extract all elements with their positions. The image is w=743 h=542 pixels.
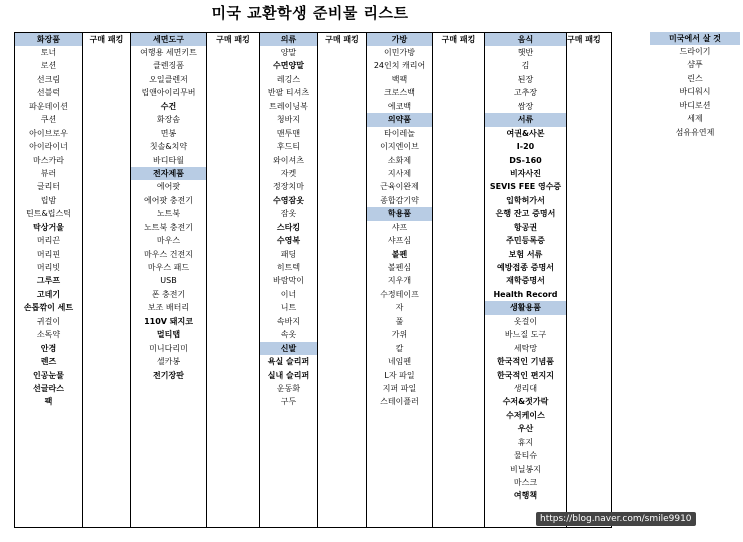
list-item: 이지엔이브 [380,142,419,152]
column-header: 음식 [485,33,566,46]
column-header: 의류 [260,33,317,46]
list-item: 수영잠옷 [273,195,304,205]
section-header: 학용품 [367,207,432,220]
list-item: 재학증명서 [506,276,545,286]
list-item: 에어팟 충전기 [144,195,193,205]
column-header: 가방 [367,33,432,46]
list-item: 생리대 [513,383,538,393]
column-header: 구매 패킹 [441,35,476,44]
list-item: 볼펜심 [387,263,412,272]
list-item: 셀카봉 [156,357,181,367]
list-item: 네임펜 [387,357,412,367]
list-item: 여행책 [513,491,538,501]
list-item: 고추장 [513,88,538,98]
list-item: 선글라스 [33,383,64,393]
list-item: 바디워시 [679,87,711,97]
list-item: 전기장판 [153,370,184,380]
list-item: 옷걸이 [513,316,538,326]
list-item: 예방접종 증명서 [497,263,554,272]
list-item: 화장솜 [156,115,181,125]
list-item: 한국적인 기념품 [497,357,554,367]
list-item: 지우개 [387,276,412,286]
column-4 [260,33,318,527]
list-item: 잠옷 [280,209,297,219]
list-item: 양말 [280,48,297,57]
list-item: 면봉 [160,128,177,138]
list-item: 여권&사본 [506,128,545,138]
column-header: 세면도구 [131,33,206,46]
list-item: 속바지 [276,316,301,326]
list-item: 반팔 티셔츠 [267,88,310,98]
list-item: 가위 [391,330,408,340]
list-item: 샴푸 [687,60,703,70]
list-item: 비닐봉지 [510,464,541,474]
list-item: 패딩 [280,249,297,259]
list-item: 칫솔&치약 [149,142,188,152]
list-item: 김 [521,61,530,71]
list-item: 우산 [517,424,534,434]
list-item: 소화제 [387,155,412,165]
list-item: 세탁망 [513,343,538,353]
list-item: I-20 [516,142,535,152]
checklist-table [14,32,612,528]
list-item: 마스크 [513,478,538,487]
column-header: 화장품 [15,33,82,46]
list-item: 정장치마 [273,182,304,192]
list-item: 귀걸이 [36,316,61,326]
list-item: 실내 슬리퍼 [267,370,310,380]
list-item: 스타킹 [276,222,301,232]
list-item: 고데기 [36,289,61,299]
list-item: 110V 돼지코 [144,316,193,326]
buy-in-us-header: 미국에서 살 것 [650,32,740,45]
list-item: 백팩 [391,74,408,84]
list-item: 팩 [44,397,53,407]
list-item: 클렌징폼 [153,61,184,71]
column-8 [485,33,567,527]
list-item: 타이레놀 [384,128,415,138]
list-item: 스테이플러 [380,397,419,407]
list-item: 된장 [517,74,534,84]
list-item: 마우스 건전지 [144,249,193,259]
list-item: 샤프심 [387,236,412,246]
list-item: 맨투맨 [276,128,301,138]
list-item: 수면양말 [273,61,304,71]
list-item: 선블럭 [36,88,61,98]
list-item: 글리터 [36,182,61,192]
list-item: 바느질 도구 [504,330,547,340]
list-item: 항공권 [513,222,538,232]
list-item: 섬유유연제 [675,127,715,137]
list-item: 주민등록증 [506,236,545,246]
list-item: 수영복 [276,236,301,246]
list-item: 마스카라 [33,155,64,165]
list-item: 린스 [687,73,703,83]
list-item: 햇반 [517,48,534,57]
list-item: 마우스 [156,236,181,246]
list-item: 풀 [395,316,404,326]
list-item: 노트북 [156,209,181,219]
list-item: 로션 [40,61,57,71]
list-item: 수저&젓가락 [502,397,549,407]
list-item: 청바지 [276,115,301,125]
list-item: 파운데이션 [29,101,68,111]
list-item: 히트텍 [276,263,301,272]
section-header: 의약품 [367,113,432,126]
list-item: 운동화 [276,383,301,393]
column-header: 구매 패킹 [89,35,124,44]
list-item: 볼펜 [391,249,408,259]
column-1 [83,33,131,527]
list-item: 머리끈 [36,236,61,246]
list-item: 세제 [687,114,703,124]
list-item: 종합감기약 [380,195,419,205]
list-item: 근육이완제 [380,182,419,192]
list-item: 폰 충전기 [151,289,186,299]
list-item: 인공눈물 [33,370,64,380]
column-2 [131,33,207,527]
list-item: 바람막이 [273,276,304,286]
list-item: 드라이기 [679,47,711,56]
column-9 [567,33,601,527]
list-item: 니트 [280,303,297,313]
list-item: 와이셔츠 [273,155,304,165]
list-item: 노트북 충전기 [144,222,193,232]
list-item: 에어팟 [156,182,181,192]
list-item: 레깅스 [276,74,301,84]
list-item: 크로스백 [384,88,415,98]
section-header: 서류 [485,113,566,126]
list-item: 그루프 [36,276,61,286]
column-header: 구매 패킹 [567,35,601,44]
list-item: 쿠션 [40,115,57,125]
section-header: 생활용품 [485,301,566,314]
list-item: 안경 [40,343,57,353]
list-item: 이너 [280,289,297,299]
list-item: 수건 [160,101,177,111]
list-item: 수정테이프 [380,289,419,299]
list-item: 미니다리미 [149,343,188,353]
column-7 [433,33,485,527]
list-item: 립앤아이리무버 [141,88,196,98]
list-item: 자 [395,303,404,313]
list-item: 마우스 패드 [147,263,190,272]
list-item: 탁상거울 [33,222,64,232]
list-item: 립밤 [40,195,57,205]
section-header: 전자제품 [131,167,206,180]
list-item: Health Record [493,289,558,299]
page-title: 미국 교환학생 준비물 리스트 [211,4,409,22]
section-header: 신발 [260,342,317,355]
list-item: 여행용 세면키트 [140,48,197,57]
list-item: 후드티 [276,142,301,152]
column-6 [367,33,433,527]
list-item: 자켓 [280,168,297,178]
list-item: 에코백 [387,101,412,111]
list-item: 은행 잔고 증명서 [495,209,556,219]
list-item: 욕실 슬리퍼 [267,357,310,367]
column-header: 구매 패킹 [325,35,359,44]
list-item: USB [160,276,177,286]
list-item: 지사제 [387,168,412,178]
list-item: 휴지 [517,437,534,447]
list-item: SEVIS FEE 영수증 [489,182,562,192]
list-item: 소독약 [36,330,61,340]
list-item: 수저케이스 [506,410,545,420]
list-item: 칼 [395,343,404,353]
list-item: 오일클렌저 [149,74,188,84]
list-item: 바디로션 [679,100,711,110]
column-header: 구매 패킹 [216,35,250,44]
list-item: L자 파일 [384,370,415,380]
list-item: 이민가방 [384,48,415,57]
column-5 [318,33,367,527]
column-3 [207,33,260,527]
buy-in-us-column [650,32,740,139]
list-item: 뷰러 [40,168,57,178]
list-item: 속옷 [280,330,297,340]
list-item: 구두 [280,397,297,407]
list-item: 트레이닝복 [269,101,308,111]
list-item: 손톱깎이 세트 [23,303,74,313]
list-item: 틴트&립스틱 [26,209,71,219]
list-item: 멀티탭 [156,330,181,340]
list-item: 선크림 [36,74,61,84]
list-item: 머리핀 [36,249,61,259]
list-item: 머리빗 [36,263,61,272]
list-item: 24인치 캐리어 [373,61,426,71]
list-item: 바디타월 [153,155,184,165]
list-item: 샤프 [391,222,408,232]
list-item: 토너 [40,48,57,57]
list-item: 보조 배터리 [147,303,190,313]
list-item: 지퍼 파일 [382,383,417,393]
list-item: 쌈장 [517,101,534,111]
list-item: 입학허가서 [506,195,545,205]
list-item: 한국적인 편지지 [497,370,554,380]
list-item: 물티슈 [513,451,538,461]
list-item: 아이브로우 [29,128,68,138]
blog-watermark: https://blog.naver.com/smile9910 [536,512,696,526]
list-item: DS-160 [509,155,542,165]
list-item: 보험 서류 [508,249,543,259]
list-item: 비자사진 [510,168,541,178]
list-item: 렌즈 [40,357,57,367]
list-item: 아이라이너 [29,142,68,152]
column-0 [15,33,83,527]
